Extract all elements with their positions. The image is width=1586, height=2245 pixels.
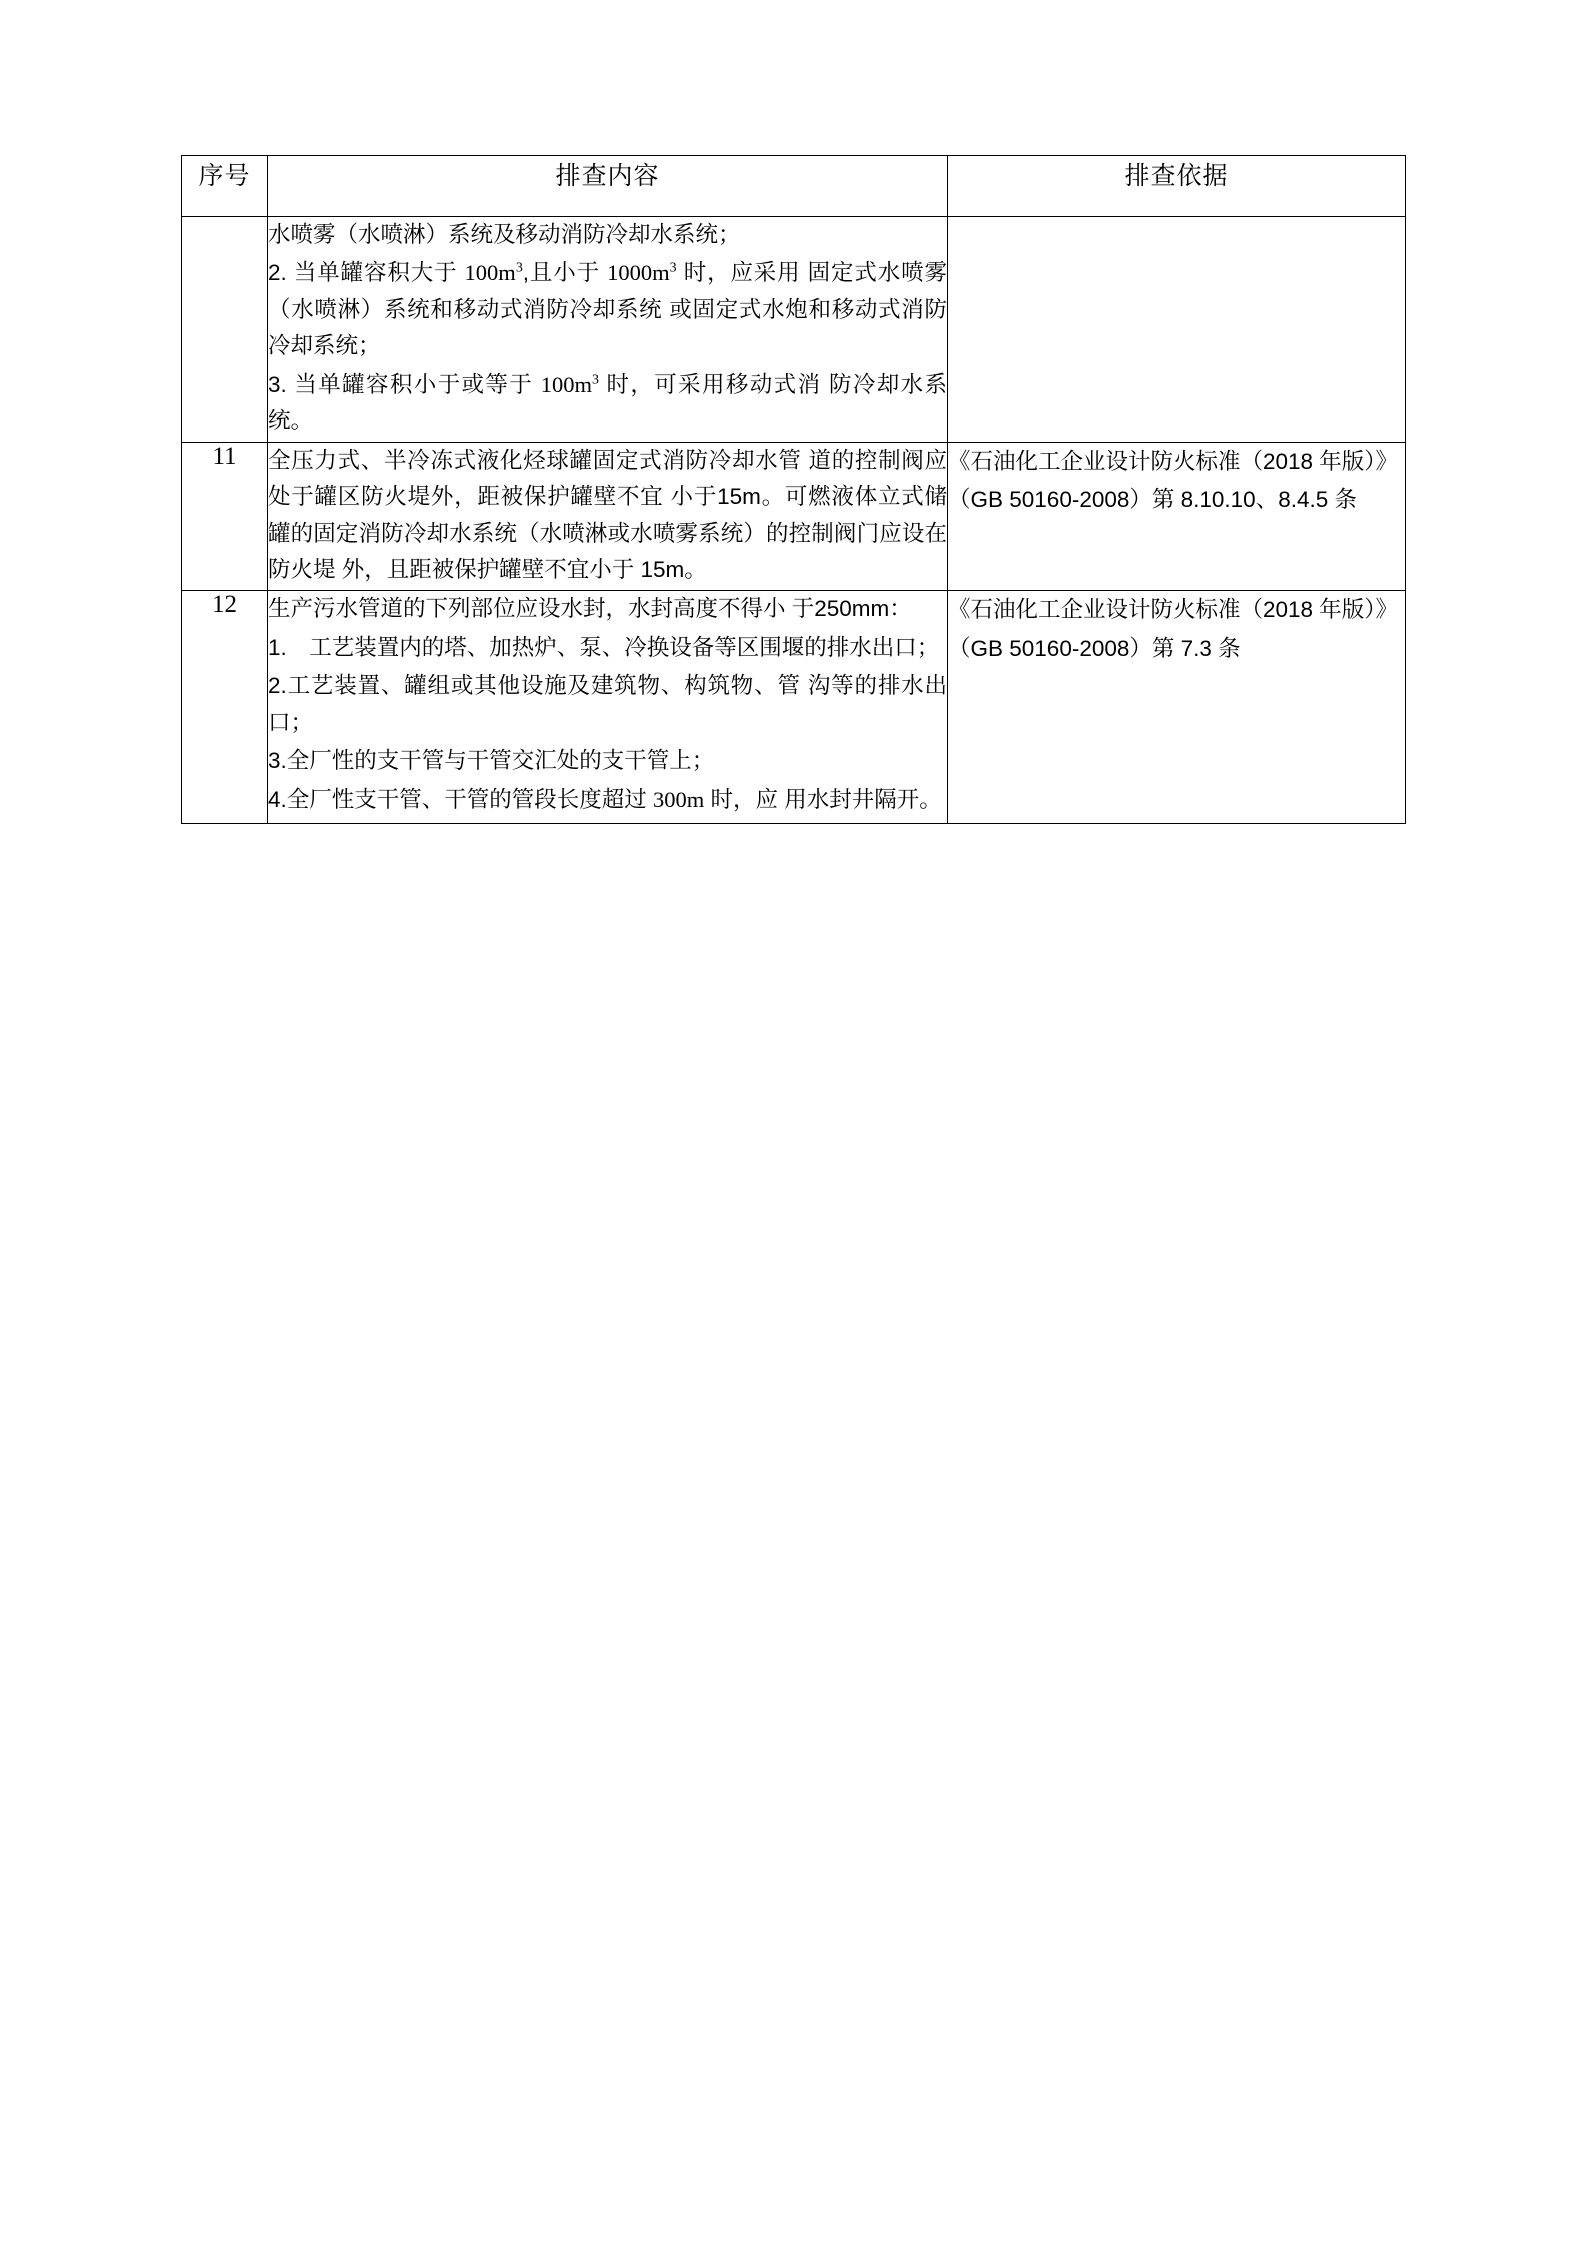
table-row (182, 217, 1406, 443)
basis-line: （GB 50160-2008）第 8.10.10、8.4.5 条 (948, 486, 1357, 512)
content-line: 水喷雾（水喷淋）系统及移动消防冷却水系统； (268, 222, 741, 247)
table-row (182, 591, 1406, 824)
content-line: 1. 工艺装置内的塔、加热炉、泵、冷换设备等区围堰的排水出口； (268, 634, 940, 660)
content-line: 2.工艺装置、罐组或其他设施及建筑物、构筑物、管 沟等的排水出口； (268, 673, 947, 735)
row-content (268, 217, 948, 443)
header-cell-index: 序号 (182, 156, 268, 217)
table-row (182, 442, 1406, 591)
basis-line: 《石油化工企业设计防火标准（2018 年版）》 (948, 597, 1399, 623)
row-index: 11 (182, 442, 268, 591)
row-content (268, 442, 948, 591)
row-index: 12 (182, 591, 268, 824)
content-line: 4.全厂性支干管、干管的管段长度超过 300m 时，应 用水封井隔开。 (268, 786, 942, 812)
row-content (268, 591, 948, 824)
content-line: 2. 当单罐容积大于 $100m^3$,且小于 $1000m^3$ 时，应采用 固定式水喷雾（水喷淋）系统和移动式消防冷却系统 或固定式水炮和移动式消防冷却系统； (268, 260, 947, 359)
row-basis (948, 442, 1406, 591)
basis-line: （GB 50160-2008）第 7.3 条 (948, 635, 1241, 661)
header-cell-basis: 排查依据 (948, 156, 1406, 217)
basis-line: 《石油化工企业设计防火标准（2018 年版）》 (948, 448, 1399, 474)
row-basis (948, 591, 1406, 824)
content-line: 生产污水管道的下列部位应设水封，水封高度不得小 于250mm： (268, 596, 912, 622)
row-index (182, 217, 268, 443)
table-header-row (182, 156, 1406, 217)
inspection-table-container (181, 155, 1405, 824)
inspection-table (181, 155, 1406, 824)
row-basis (948, 217, 1406, 443)
content-line: 全压力式、半冷冻式液化烃球罐固定式消防冷却水管 道的控制阀应处于罐区防火堤外，距被保护罐壁不宜 小于15m。可燃液体立式储罐的固定消防冷却水系统（水喷淋或水喷雾系统）的控制阀门应设在防火堤 外，且距被保护罐壁不宜小于 15m。 (268, 447, 947, 582)
table-header (182, 156, 1406, 217)
table-body (182, 217, 1406, 824)
header-cell-content: 排查内容 (268, 156, 948, 217)
content-line: 3.全厂性的支干管与干管交汇处的支干管上； (268, 748, 715, 774)
content-line: 3. 当单罐容积小于或等于 $100m^3$ 时，可采用移动式消 防冷却水系统。 (268, 371, 947, 434)
